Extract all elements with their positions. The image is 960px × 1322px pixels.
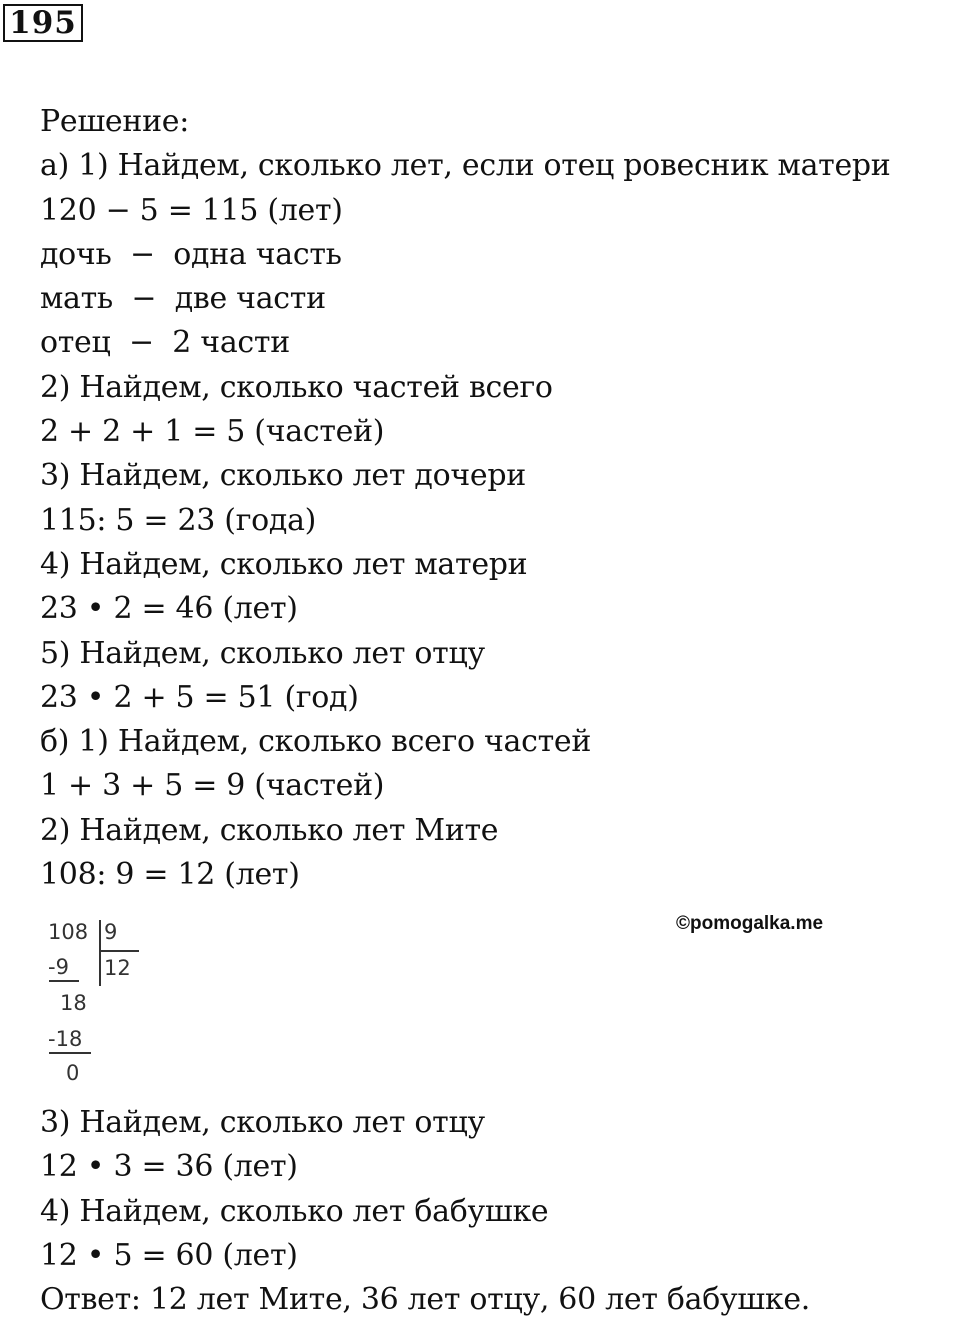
solution-line: 5) Найдем, сколько лет отцу <box>40 635 485 671</box>
solution-line: 2) Найдем, сколько лет Мите <box>40 812 499 848</box>
solution-line: отец − 2 части <box>40 325 290 361</box>
solution-line: 23 • 2 + 5 = 51 (год) <box>40 679 359 715</box>
division-remainder-final: 0 <box>66 1061 80 1085</box>
solution-line: 115: 5 = 23 (года) <box>40 502 317 538</box>
solution-line: б) 1) Найдем, сколько всего частей <box>40 724 592 760</box>
solution-line: 3) Найдем, сколько лет отцу <box>40 1105 485 1140</box>
solution-line: 2 + 2 + 1 = 5 (частей) <box>40 414 385 450</box>
division-underline-2 <box>49 1052 91 1054</box>
division-horizontal-bar <box>101 950 139 952</box>
solution-line: 2) Найдем, сколько частей всего <box>40 369 553 405</box>
solution-line: 23 • 2 = 46 (лет) <box>40 591 298 627</box>
solution-line: 108: 9 = 12 (лет) <box>40 857 300 893</box>
watermark: ©pomogalka.me <box>676 913 824 934</box>
division-quotient: 12 <box>104 956 131 980</box>
solution-line: 12 • 3 = 36 (лет) <box>40 1149 298 1185</box>
solution-line: а) 1) Найдем, сколько лет, если отец ровесник матери <box>40 148 891 184</box>
answer-line: Ответ: 12 лет Мите, 36 лет отцу, 60 лет бабушке. <box>40 1282 811 1318</box>
long-division <box>46 918 146 1093</box>
solution-line: 4) Найдем, сколько лет бабушке <box>40 1193 549 1229</box>
solution-line: 1 + 3 + 5 = 9 (частей) <box>40 768 385 804</box>
solution-line: 4) Найдем, сколько лет матери <box>40 546 528 582</box>
solution-text <box>40 100 958 897</box>
division-divisor: 9 <box>104 920 118 944</box>
division-subtract-1: -9 <box>48 955 69 979</box>
task-number: 195 <box>3 4 83 42</box>
solution-line: 3) Найдем, сколько лет дочери <box>40 458 526 494</box>
division-vertical-bar <box>99 920 101 986</box>
solution-line: 120 − 5 = 115 (лет) <box>40 192 343 228</box>
division-remainder-1: 18 <box>60 991 87 1015</box>
solution-text-continued <box>40 1101 958 1322</box>
solution-line: 12 • 5 = 60 (лет) <box>40 1237 298 1273</box>
division-underline-1 <box>49 980 79 982</box>
solution-heading: Решение: <box>40 104 190 139</box>
solution-line: мать − две части <box>40 281 326 317</box>
division-subtract-2: -18 <box>48 1027 83 1051</box>
solution-line: дочь − одна часть <box>40 236 342 272</box>
division-dividend: 108 <box>48 920 89 944</box>
